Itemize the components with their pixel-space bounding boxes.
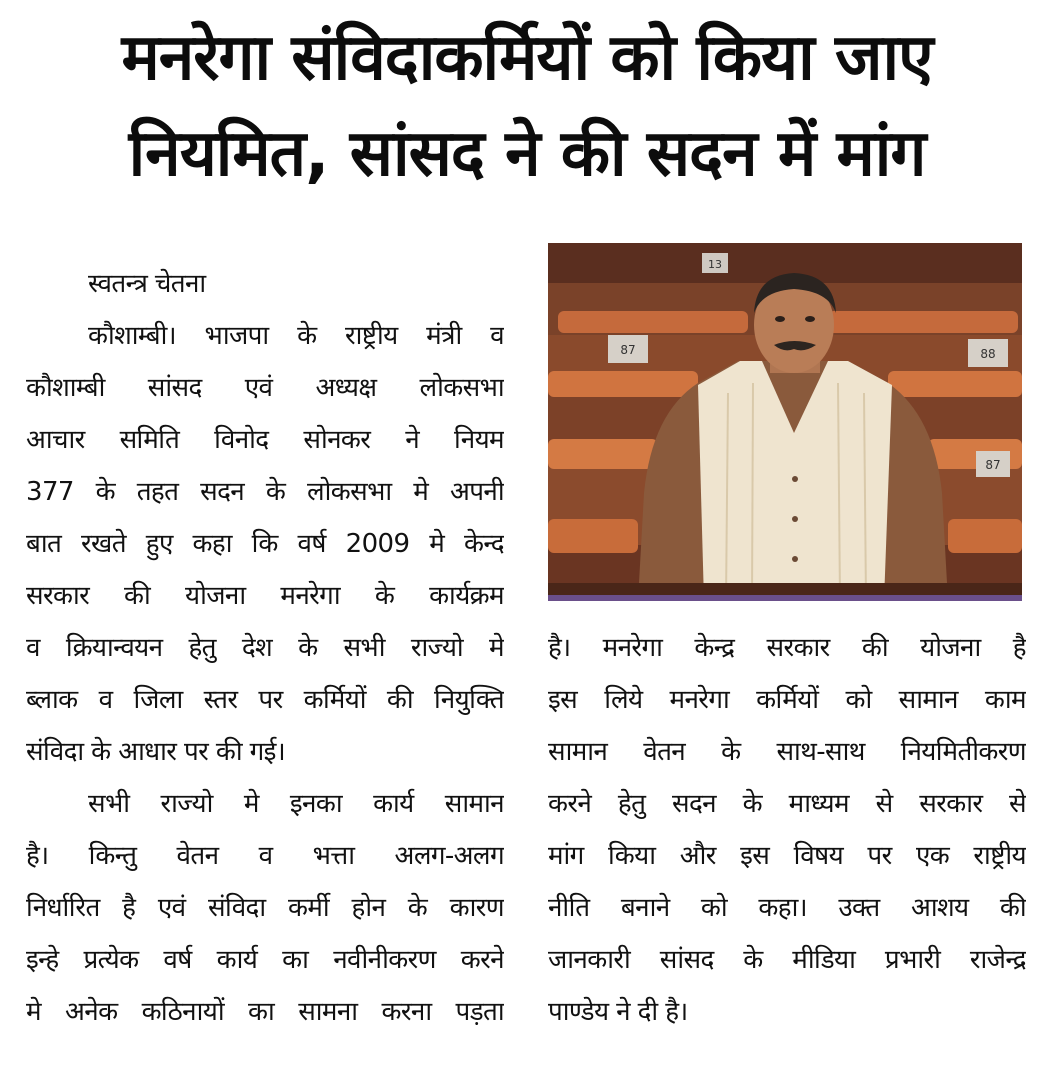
seat-number-1: 13 [708, 258, 722, 271]
article-line: संविदा के आधार पर की गई। [26, 737, 286, 767]
article-right-column [548, 622, 1026, 1038]
article-line: ब्लाक व जिला स्तर पर कर्मियों की नियुक्ति [26, 685, 504, 715]
article-line: इस लिये मनरेगा कर्मियों को सामान काम [548, 685, 1026, 715]
seat-number-4: 87 [985, 458, 1001, 472]
headline-line-1: मनरेगा संविदाकर्मियों को किया जाए [121, 21, 933, 95]
article-line: मे अनेक कठिनायों का सामना करना पड़ता [26, 997, 504, 1027]
article-left-column [26, 258, 504, 1038]
article-line: कौशाम्बी सांसद एवं अध्यक्ष लोकसभा [26, 373, 504, 403]
article-line: पाण्डेय ने दी है। [548, 997, 688, 1027]
parliament-photo-illustration [548, 243, 1022, 601]
article-line: इन्हे प्रत्येक वर्ष कार्य का नवीनीकरण करने [26, 945, 504, 975]
article-line: है। मनरेगा केन्द्र सरकार की योजना है [548, 633, 1026, 663]
article-line: जानकारी सांसद के मीडिया प्रभारी राजेन्द्र [548, 945, 1026, 975]
article-line: 377 के तहत सदन के लोकसभा मे अपनी [26, 477, 504, 507]
seat-number-2: 87 [620, 343, 636, 357]
article-line: है। किन्तु वेतन व भत्ता अलग-अलग [26, 841, 504, 871]
article-line: सभी राज्यो मे इनका कार्य सामान [88, 789, 504, 819]
byline: स्वतन्त्र चेतना [88, 269, 206, 299]
article-line: सामान वेतन के साथ-साथ नियमितीकरण [548, 737, 1026, 767]
article-line: बात रखते हुए कहा कि वर्ष 2009 मे केन्द [26, 529, 504, 559]
seat-number-3: 88 [980, 347, 996, 361]
headline [0, 10, 1054, 202]
article-line: नीति बनाने को कहा। उक्त आशय की [548, 893, 1026, 923]
article-line: व क्रियान्वयन हेतु देश के सभी राज्यो मे [26, 633, 504, 663]
headline-line-2: नियमित, सांसद ने की सदन में मांग [128, 117, 926, 191]
article-line: सरकार की योजना मनरेगा के कार्यक्रम [26, 581, 504, 611]
article-line: आचार समिति विनोद सोनकर ने नियम [26, 425, 504, 455]
article-line: कौशाम्बी। भाजपा के राष्ट्रीय मंत्री व [88, 321, 504, 351]
news-photo [548, 243, 1022, 601]
article-line: निर्धारित है एवं संविदा कर्मी होन के कारण [26, 893, 504, 923]
article-line: करने हेतु सदन के माध्यम से सरकार से [548, 789, 1026, 819]
article-line: मांग किया और इस विषय पर एक राष्ट्रीय [548, 841, 1026, 871]
